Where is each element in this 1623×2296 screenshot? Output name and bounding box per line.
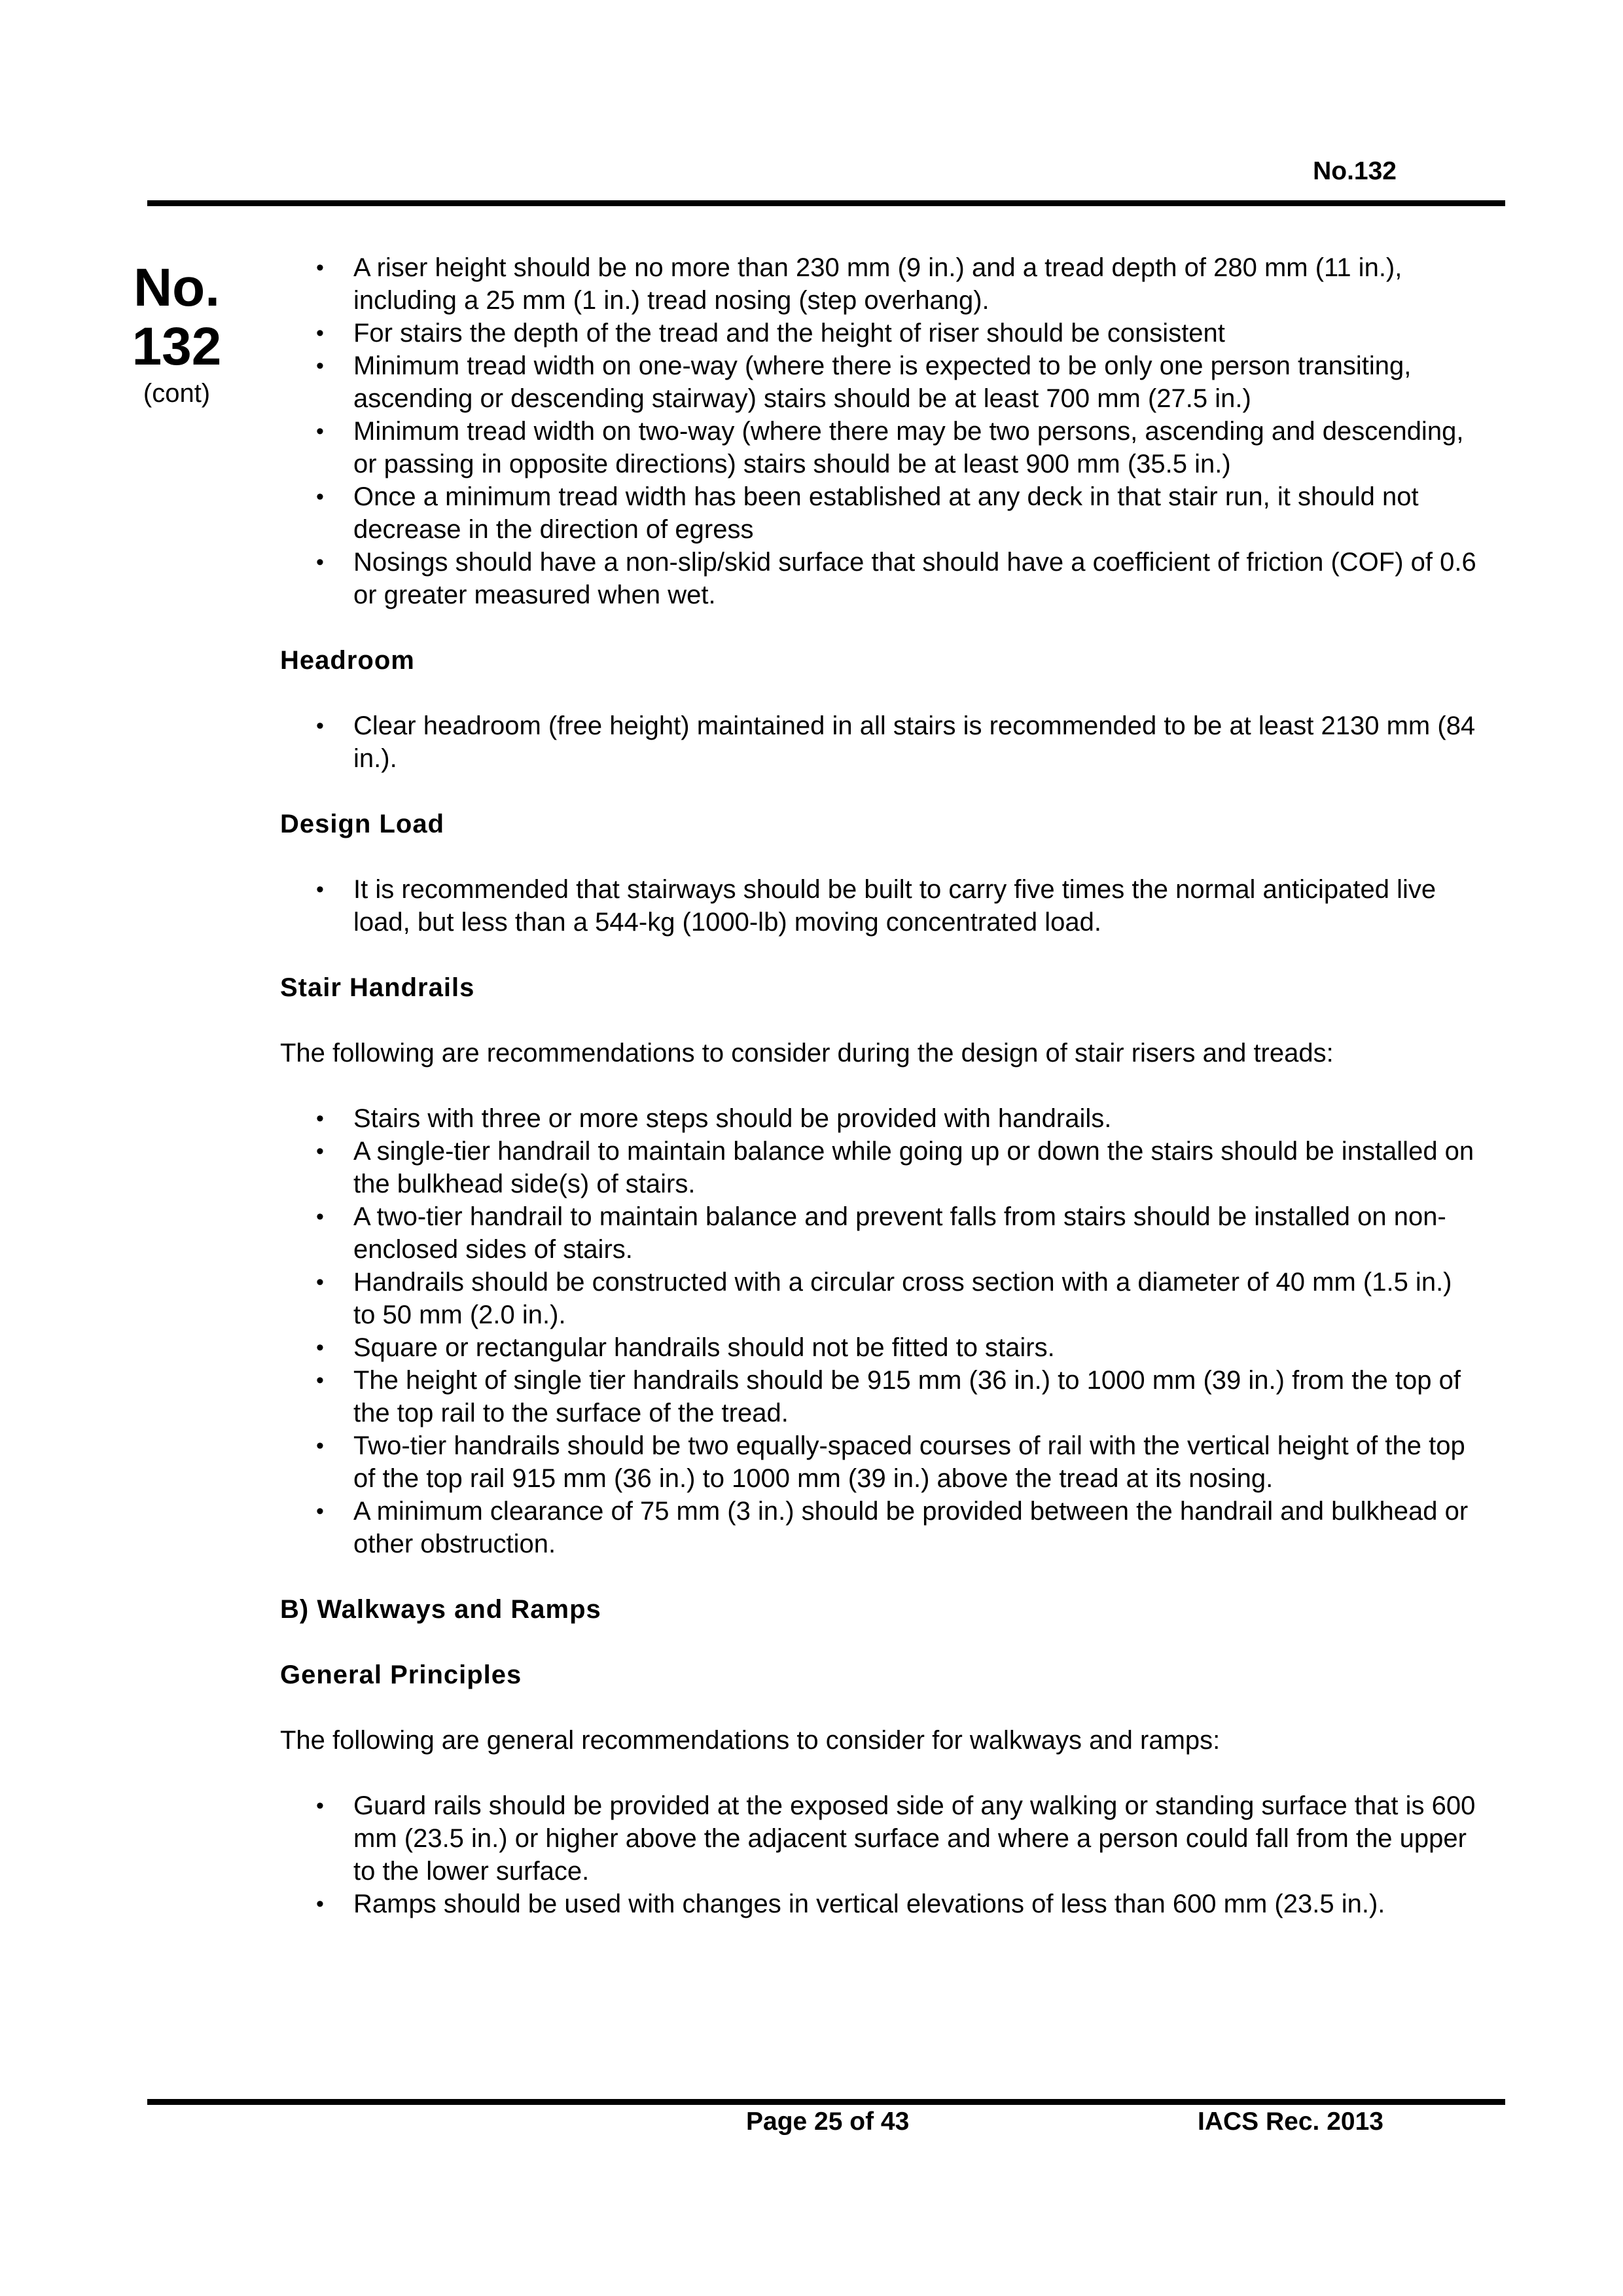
stair-handrails-intro: The following are recommendations to consider during the design of stair risers and treads:	[280, 1039, 1334, 1067]
headroom-bullet-list	[280, 709, 1478, 775]
list-item: • Square or rectangular handrails should not be fitted to stairs.	[280, 1331, 1478, 1364]
design-load-heading: Design Load	[280, 810, 445, 838]
list-item: • It is recommended that stairways should be built to carry five times the normal anticipated live load, but less than a 544-kg (1000-lb) moving concentrated load.	[280, 873, 1478, 939]
side-no: No.	[133, 258, 221, 317]
list-item: • Nosings should have a non-slip/skid surface that should have a coefficient of friction (COF) of 0.6 or greater measured when wet.	[280, 546, 1478, 611]
list-item: • Guard rails should be provided at the exposed side of any walking or standing surface that is 600 mm (23.5 in.) or higher above the adjacent surface and where a person could fall from the upper to the lower surface.	[280, 1789, 1478, 1888]
page-number: Page 25 of 43	[746, 2108, 910, 2136]
list-item: • A two-tier handrail to maintain balance and prevent falls from stairs should be installed on non-enclosed sides of stairs.	[280, 1200, 1478, 1266]
header-number: No.132	[1313, 157, 1397, 185]
headroom-heading: Headroom	[280, 646, 415, 675]
list-item: • Minimum tread width on one-way (where there is expected to be only one person transiting, ascending or descending stairway) stairs should be at least 700 mm (27.5 in.)	[280, 350, 1478, 415]
list-item: • Stairs with three or more steps should be provided with handrails.	[280, 1102, 1478, 1135]
list-item: • A minimum clearance of 75 mm (3 in.) should be provided between the handrail and bulkhead or other obstruction.	[280, 1495, 1478, 1560]
stairs-bullet-list	[280, 251, 1478, 611]
list-item: • The height of single tier handrails should be 915 mm (36 in.) to 1000 mm (39 in.) from the top of the top rail to the surface of the tread.	[280, 1364, 1478, 1429]
general-principles-heading: General Principles	[280, 1660, 522, 1689]
list-item: • A riser height should be no more than 230 mm (9 in.) and a tread depth of 280 mm (11 in.), including a 25 mm (1 in.) tread nosing (step overhang).	[280, 251, 1478, 317]
walkways-heading: B) Walkways and Ramps	[280, 1595, 601, 1624]
list-item: • Clear headroom (free height) maintained in all stairs is recommended to be at least 2130 mm (84 in.).	[280, 709, 1478, 775]
list-item: • Two-tier handrails should be two equally-spaced courses of rail with the vertical height of the top of the top rail 915 mm (36 in.) to 1000 mm (39 in.) above the tread at its nosing.	[280, 1429, 1478, 1495]
list-item: • For stairs the depth of the tread and the height of riser should be consistent	[280, 317, 1478, 350]
list-item: • A single-tier handrail to maintain balance while going up or down the stairs should be installed on the bulkhead side(s) of stairs.	[280, 1135, 1478, 1200]
list-item: • Minimum tread width on two-way (where there may be two persons, ascending and descending, or passing in opposite directions) stairs should be at least 900 mm (35.5 in.)	[280, 415, 1478, 480]
side-label	[111, 259, 242, 408]
side-number: 132	[132, 317, 222, 377]
stair-handrails-bullet-list	[280, 1102, 1478, 1560]
list-item: • Handrails should be constructed with a circular cross section with a diameter of 40 mm (1.5 in.) to 50 mm (2.0 in.).	[280, 1266, 1478, 1331]
list-item: • Once a minimum tread width has been established at any deck in that stair run, it should not decrease in the direction of egress	[280, 480, 1478, 546]
walkways-intro: The following are general recommendations to consider for walkways and ramps:	[280, 1726, 1221, 1755]
top-rule	[147, 200, 1505, 206]
list-item: • Ramps should be used with changes in vertical elevations of less than 600 mm (23.5 in.).	[280, 1888, 1478, 1920]
design-load-bullet-list	[280, 873, 1478, 939]
bottom-rule	[147, 2099, 1505, 2105]
walkways-bullet-list	[280, 1789, 1478, 1920]
stair-handrails-heading: Stair Handrails	[280, 973, 475, 1002]
side-cont: (cont)	[143, 379, 211, 408]
main-content	[280, 251, 1478, 1920]
footer-reference: IACS Rec. 2013	[1198, 2108, 1383, 2136]
